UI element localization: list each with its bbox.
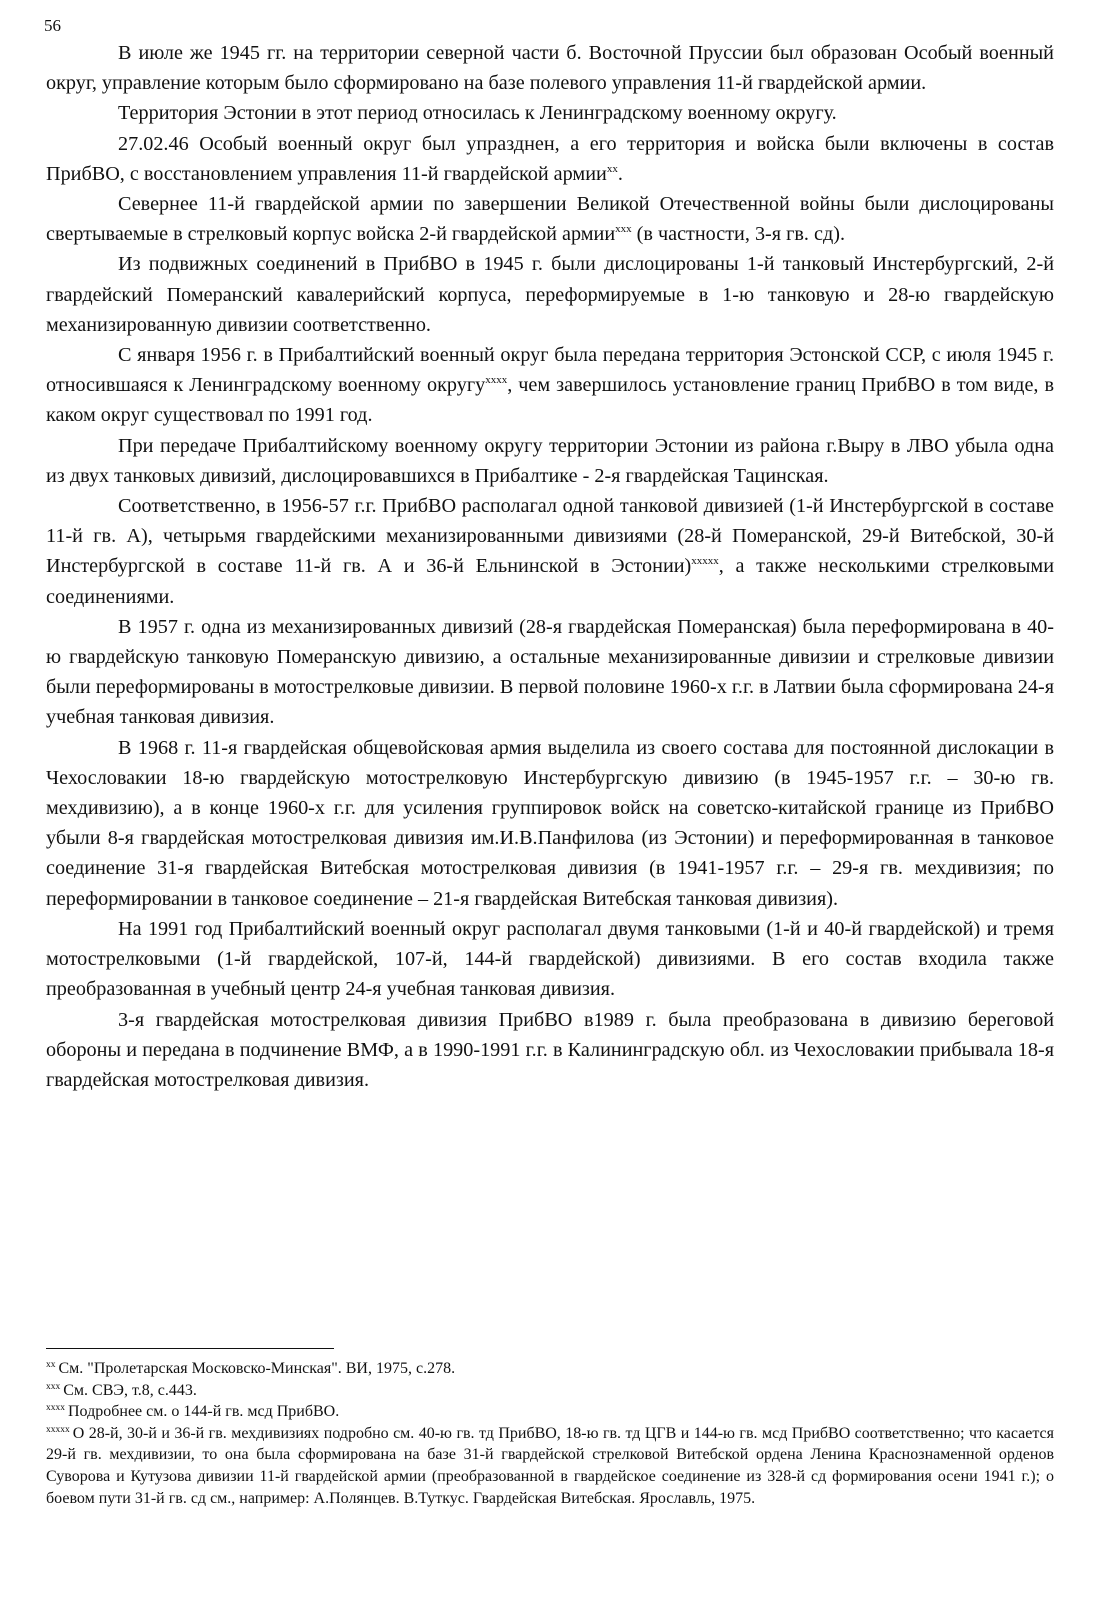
paragraph-2 <box>46 98 1054 128</box>
paragraph-9 <box>46 612 1054 733</box>
footnote-separator <box>46 1348 334 1349</box>
paragraph-6 <box>46 340 1054 431</box>
paragraph-text-tail: , а также несколькими стрелковыми соединениями. <box>46 555 1055 608</box>
footnote-1 <box>46 1358 1054 1380</box>
paragraph-12 <box>46 1005 1054 1096</box>
footnote-3 <box>46 1401 1054 1423</box>
paragraph-text: 27.02.46 Особый военный округ был упразднен, а его территория и войска были включены в состав ПрибВО, с восстановлением управления 11-й гвардейской армии <box>46 132 1054 185</box>
paragraph-8 <box>46 491 1054 612</box>
paragraph-10 <box>46 733 1054 914</box>
paragraph-5 <box>46 249 1054 340</box>
footnote-reference: xxxxx <box>691 555 719 568</box>
paragraph-text: 3-я гвардейская мотострелковая дивизия ПрибВО в1989 г. была преобразована в дивизию береговой обороны и передана в подчинение ВМФ, а в 1990-1991 г.г. в Калининградскую обл. из Чехословакии прибывала 18-я гвардейская мотострелковая дивизия. <box>46 1008 1054 1091</box>
paragraph-text-tail: , чем завершилось установление границ ПрибВО в том виде, в каком округ существовал по 1991 год. <box>46 374 1054 427</box>
paragraph-1 <box>46 38 1054 98</box>
paragraph-text-tail: (в частности, 3-я гв. сд). <box>631 223 846 246</box>
footnote-text: См. СВЭ, т.8, с.443. <box>63 1381 197 1399</box>
footnote-reference: xxx <box>615 223 632 236</box>
body-text <box>46 38 1054 1095</box>
footnote-2 <box>46 1380 1054 1402</box>
footnote-4 <box>46 1423 1054 1509</box>
paragraph-4 <box>46 189 1054 249</box>
paragraph-text: В 1968 г. 11-я гвардейская общевойсковая армия выделила из своего состава для постоянной дислокации в Чехословакии 18-ю гвардейскую мотострелковую Инстербургскую дивизию (в 1945-1957 г.г. – 30-ю гв. мехдивизию), а в конце 1960-х г.г. для усиления группировок войск на советско-китайской границе из ПрибВО убыли 8-я гвардейская мотострелковая дивизия им.И.В.Панфилова (из Эстонии) и переформированная в танковое соединение 31-я гвардейская Витебская мотострелковая дивизия (в 1941-1957 г.г. – 29-я гв. мехдивизия; по переформировании в танковое соединение – 21-я гвардейская Витебская танковая дивизия). <box>46 736 1054 910</box>
paragraph-text: Севернее 11-й гвардейской армии по завершении Великой Отечественной войны были дислоцированы свертываемые в стрелковый корпус войска 2-й гвардейской армии <box>46 193 1054 246</box>
paragraph-text: Соответственно, в 1956-57 г.г. ПрибВО располагал одной танковой дивизией (1-й Инстербургской в составе 11-й гв. А), четырьмя гвардейскими механизированными дивизиями (28-й Померанской, 29-й Витебской, 30-й Инстербургской в составе 11-й гв. А и 36-й Ельнинской в Эстонии) <box>46 495 1054 578</box>
footnotes <box>46 1358 1054 1509</box>
paragraph-text: Из подвижных соединений в ПрибВО в 1945 г. были дислоцированы 1-й танковый Инстербургский, 2-й гвардейский Померанский кавалерийский корпуса, переформируемые в 1-ю танковую и 28-ю гвардейскую механизированную дивизии соответственно. <box>46 253 1054 336</box>
paragraph-3 <box>46 129 1054 189</box>
footnote-text: Подробнее см. о 144-й гв. мсд ПрибВО. <box>68 1403 340 1421</box>
paragraph-text: При передаче Прибалтийскому военному округу территории Эстонии из района г.Выру в ЛВО убыла одна из двух танковых дивизий, дислоцировавшихся в Прибалтике - 2-я гвардейская Тацинская. <box>46 434 1054 487</box>
paragraph-11 <box>46 914 1054 1005</box>
paragraph-text: Территория Эстонии в этот период относилась к Ленинградскому военному округу. <box>118 102 837 125</box>
footnote-mark: xxxx <box>46 1403 65 1414</box>
paragraph-text: На 1991 год Прибалтийский военный округ располагал двумя танковыми (1-й и 40-й гвардейской) и тремя мотострелковыми (1-й гвардейской, 107-й, 144-й гвардейской) дивизиями. В его состав входила также преобразованная в учебный центр 24-я учебная танковая дивизия. <box>46 917 1054 1001</box>
paragraph-text: В июле же 1945 гг. на территории северной части б. Восточной Пруссии был образован Особый военный округ, управление которым было сформировано на базе полевого управления 11-й гвардейской армии. <box>46 42 1054 95</box>
paragraph-text: С января 1956 г. в Прибалтийский военный округ была передана территория Эстонской ССР, с июля 1945 г. относившаяся к Ленинградскому военному округу <box>46 344 1054 397</box>
footnote-text: О 28-й, 30-й и 36-й гв. мехдивизиях подробно см. 40-ю гв. тд ПрибВО, 18-ю гв. тд ЦГВ и 144-ю гв. мсд ПрибВО соответственно; что касается 29-й гв. мехдивизии, то она была сформирована на базе 31-й гвардейской стрелковой Витебской ордена Ленина Краснознаменной орденов Суворова и Кутузова дивизии 11-й гвардейской армии (преобразованной в гвардейское соединение из 328-й сд формирования осени 1941 г.); о боевом пути 31-й гв. сд см., например: А.Полянцев. В.Туткус. Гвардейская Витебская. Ярославль, 1975. <box>46 1424 1054 1507</box>
page-number: 56 <box>44 16 61 35</box>
footnote-text: См. "Пролетарская Московско-Минская". ВИ, 1975, с.278. <box>58 1360 456 1377</box>
footnote-mark: xx <box>46 1360 56 1370</box>
paragraph-7 <box>46 431 1054 491</box>
footnote-reference: xxxx <box>485 374 508 387</box>
footnote-mark: xxx <box>46 1381 61 1392</box>
paragraph-text: В 1957 г. одна из механизированных дивизий (28-я гвардейская Померанская) была переформирована в 40-ю гвардейскую танковую Померанскую дивизию, а остальные механизированные дивизии и стрелковые дивизии были переформированы в мотострелковые дивизии. В первой половине 1960-х г.г. в Латвии была сформирована 24-я учебная танковая дивизия. <box>46 615 1054 729</box>
footnote-reference: xx <box>606 162 618 175</box>
footnote-mark: xxxxx <box>46 1424 70 1435</box>
paragraph-text-tail: . <box>617 162 623 185</box>
